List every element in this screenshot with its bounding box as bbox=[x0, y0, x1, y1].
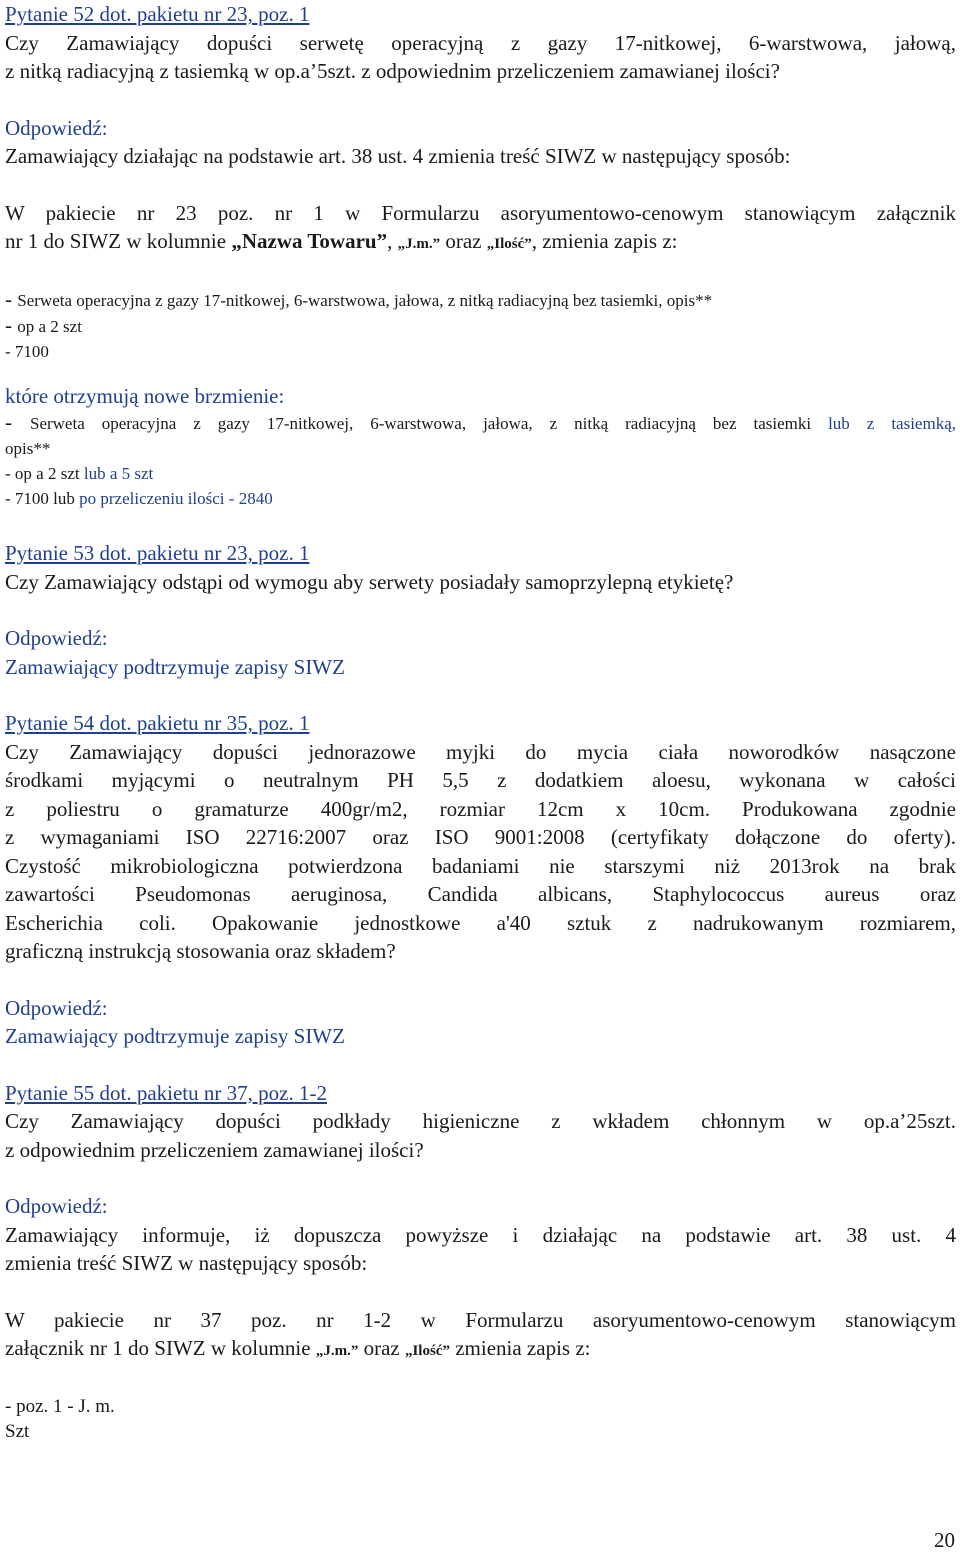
answer-55-line2: zmienia treść SIWZ w następujący sposób: bbox=[5, 1251, 368, 1275]
document-page bbox=[5, 0, 956, 1444]
unit-line: Szt bbox=[5, 1420, 30, 1442]
page-number: 20 bbox=[934, 1528, 955, 1552]
question-52-text-line2: z nitką radiacyjną z tasiemką w op.a’5szt. z odpowiednim przeliczeniem zamawianej ilości? bbox=[5, 59, 780, 83]
answer-52-text: Zamawiający działając na podstawie art. 38 ust. 4 zmienia treść SIWZ w następujący sposób: bbox=[5, 144, 791, 168]
answer-53-label: Odpowiedź: bbox=[5, 626, 108, 650]
answer-55-line1: Zamawiający informuje, iż dopuszcza powyższe i działając na podstawie art. 38 ust. 4 bbox=[5, 1222, 956, 1247]
question-54-line: zawartości Pseudomonas aeruginosa, Candida albicans, Staphylococcus aureus oraz bbox=[5, 882, 956, 906]
answer-54-label: Odpowiedź: bbox=[5, 995, 108, 1020]
answer-55-paragraph-line1: W pakiecie nr 37 poz. nr 1-2 w Formularzu asoryumentowo-cenowym stanowiącym bbox=[5, 1307, 956, 1332]
question-53-header: Pytanie 53 dot. pakietu nr 23, poz. 1 bbox=[5, 541, 310, 565]
question-54-last-line: graficzną instrukcją stosowania oraz składem? bbox=[5, 939, 396, 963]
column-jm: „J.m.” bbox=[315, 1343, 359, 1359]
question-52-header: Pytanie 52 dot. pakietu nr 23, poz. 1 bbox=[5, 2, 310, 26]
question-54-header: Pytanie 54 dot. pakietu nr 35, poz. 1 bbox=[5, 711, 310, 735]
column-ilosc: „Ilość” bbox=[404, 1343, 450, 1359]
question-55-text-line2: z odpowiednim przeliczeniem zamawianej ilości? bbox=[5, 1137, 424, 1162]
answer-53-text: Zamawiający podtrzymuje zapisy SIWZ bbox=[5, 654, 345, 679]
answer-52-paragraph-line2: nr 1 do SIWZ w kolumnie „Nazwa Towaru”, „J.m.” oraz „Ilość”, zmienia zapis z: bbox=[5, 229, 678, 253]
new-item-opis: opis** bbox=[5, 439, 51, 458]
answer-52-label: Odpowiedź: bbox=[5, 115, 108, 140]
new-wording-intro: które otrzymują nowe brzmienie: bbox=[5, 383, 285, 408]
answer-54-text: Zamawiający podtrzymuje zapisy SIWZ bbox=[5, 1024, 345, 1048]
question-54-line: z wymaganiami ISO 22716:2007 oraz ISO 9001:2008 (certyfikaty dołączone do oferty). bbox=[5, 825, 956, 849]
old-pack-line: - op a 2 szt bbox=[5, 312, 82, 337]
question-54-line: z poliestru o gramaturze 400gr/m2, rozmiar 12cm x 10cm. Produkowana zgodnie bbox=[5, 796, 956, 821]
question-55-text-line1: Czy Zamawiający dopuści podkłady higieniczne z wkładem chłonnym w op.a’25szt. bbox=[5, 1109, 956, 1133]
question-54-line: Czystość mikrobiologiczna potwierdzona badaniami nie starszymi niż 2013rok na brak bbox=[5, 853, 956, 878]
old-qty-line: - 7100 bbox=[5, 341, 49, 361]
answer-52-paragraph-line1: W pakiecie nr 23 poz. nr 1 w Formularzu asoryumentowo-cenowym stanowiącym załącznik bbox=[5, 200, 956, 225]
new-pack-line: - op a 2 szt lub a 5 szt bbox=[5, 464, 154, 483]
question-55-header: Pytanie 55 dot. pakietu nr 37, poz. 1-2 bbox=[5, 1080, 327, 1105]
new-item-line: - Serweta operacyjna z gazy 17-nitkowej, 6-warstwowa, jałowa, z nitką radiacyjną bez tasiemki lub z tasiemką, bbox=[5, 410, 956, 434]
column-ilosc: „Ilość” bbox=[486, 236, 532, 252]
old-item-line: - Serweta operacyjna z gazy 17-nitkowej, 6-warstwowa, jałowa, z nitką radiacyjną bez tasiemki, opis** bbox=[5, 286, 713, 311]
question-54-line: środkami myjącymi o neutralnym PH 5,5 z dodatkiem aloesu, wykonana w całości bbox=[5, 768, 956, 792]
question-52-text-line1: Czy Zamawiający dopuści serwetę operacyjną z gazy 17-nitkowej, 6-warstwowa, jałową, bbox=[5, 30, 956, 55]
item-line: - poz. 1 - J. m. bbox=[5, 1395, 115, 1417]
question-54-line: Czy Zamawiający dopuści jednorazowe myjki do mycia ciała noworodków nasączone bbox=[5, 739, 956, 764]
answer-55-label: Odpowiedź: bbox=[5, 1194, 108, 1218]
column-name-towaru: „Nazwa Towaru” bbox=[231, 229, 388, 253]
column-jm: „J.m.” bbox=[397, 236, 441, 252]
question-53-text: Czy Zamawiający odstąpi od wymogu aby serwety posiadały samoprzylepną etykietę? bbox=[5, 569, 734, 594]
answer-55-paragraph-line2: załącznik nr 1 do SIWZ w kolumnie „J.m.” oraz „Ilość” zmienia zapis z: bbox=[5, 1336, 591, 1360]
new-qty-line: - 7100 lub po przeliczeniu ilości - 2840 bbox=[5, 489, 273, 508]
question-54-line: Escherichia coli. Opakowanie jednostkowe a'40 sztuk z nadrukowanym rozmiarem, bbox=[5, 910, 956, 935]
